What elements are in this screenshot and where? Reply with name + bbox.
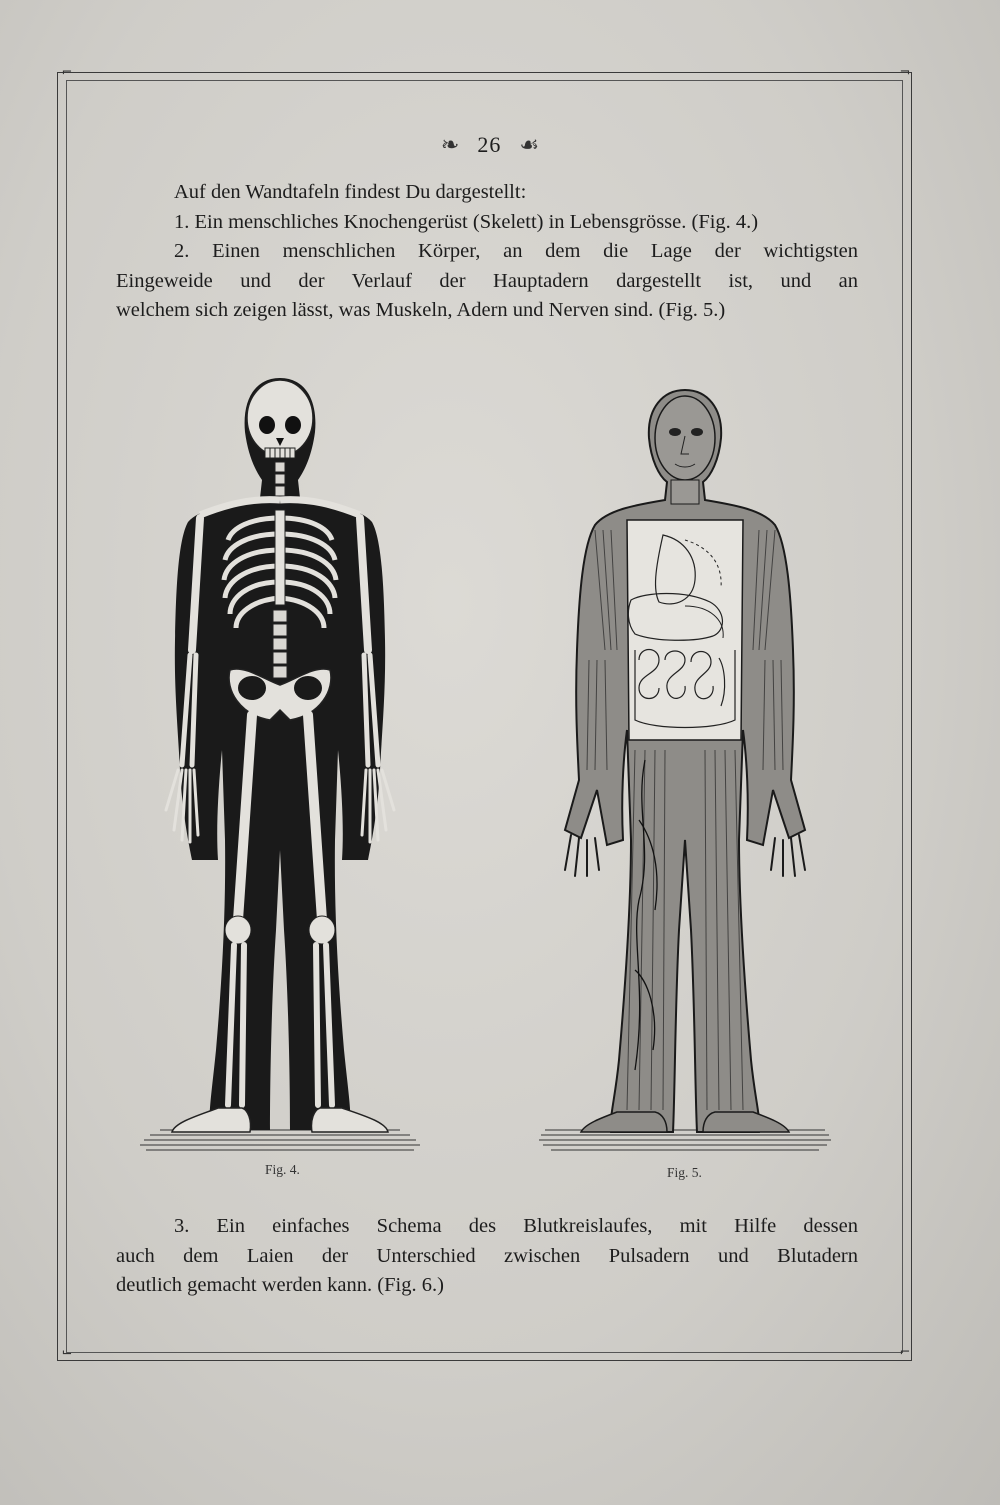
page-header <box>380 125 600 165</box>
item-2-line: Eingeweide und der Verlauf der Hauptadern dargestellt ist, und an <box>116 269 858 292</box>
corner-ornament-icon: ⌐ <box>899 1345 911 1360</box>
figure-4-caption: Fig. 4. <box>265 1162 300 1177</box>
ornament-right-icon: ☙ <box>519 132 540 158</box>
item-3-block <box>116 1212 858 1301</box>
anatomy-illustration <box>535 370 835 1160</box>
corner-ornament-icon: ⌙ <box>61 1345 73 1360</box>
figure-5-caption: Fig. 5. <box>667 1165 702 1180</box>
skeleton-illustration <box>130 370 430 1160</box>
item-2-line: welchem sich zeigen lässt, was Muskeln, Adern und Nerven sind. (Fig. 5.) <box>116 299 726 321</box>
ornament-left-icon: ❧ <box>440 132 460 158</box>
corner-ornament-icon: ¬ <box>899 65 911 80</box>
item-3-line: auch dem Laien der Unterschied zwischen Pulsadern und Blutadern <box>116 1244 858 1267</box>
figure-4-skeleton <box>130 370 430 1160</box>
item-1-line: 1. Ein menschliches Knochengerüst (Skelett) in Lebensgrösse. (Fig. 4.) <box>174 210 759 233</box>
item-3-line: deutlich gemacht werden kann. (Fig. 6.) <box>116 1274 444 1296</box>
corner-ornament-icon: ⌐ <box>61 65 73 80</box>
item-2-line: 2. Einen menschlichen Körper, an dem die Lage der wichtigsten <box>174 240 858 262</box>
intro-block <box>116 178 858 326</box>
item-3-line: 3. Ein einfaches Schema des Blutkreislaufes, mit Hilfe dessen <box>174 1215 858 1237</box>
intro-text: Auf den Wandtafeln findest Du dargestellt: <box>174 181 527 203</box>
page-number: 26 <box>477 132 502 157</box>
figure-5-anatomy <box>535 370 835 1160</box>
